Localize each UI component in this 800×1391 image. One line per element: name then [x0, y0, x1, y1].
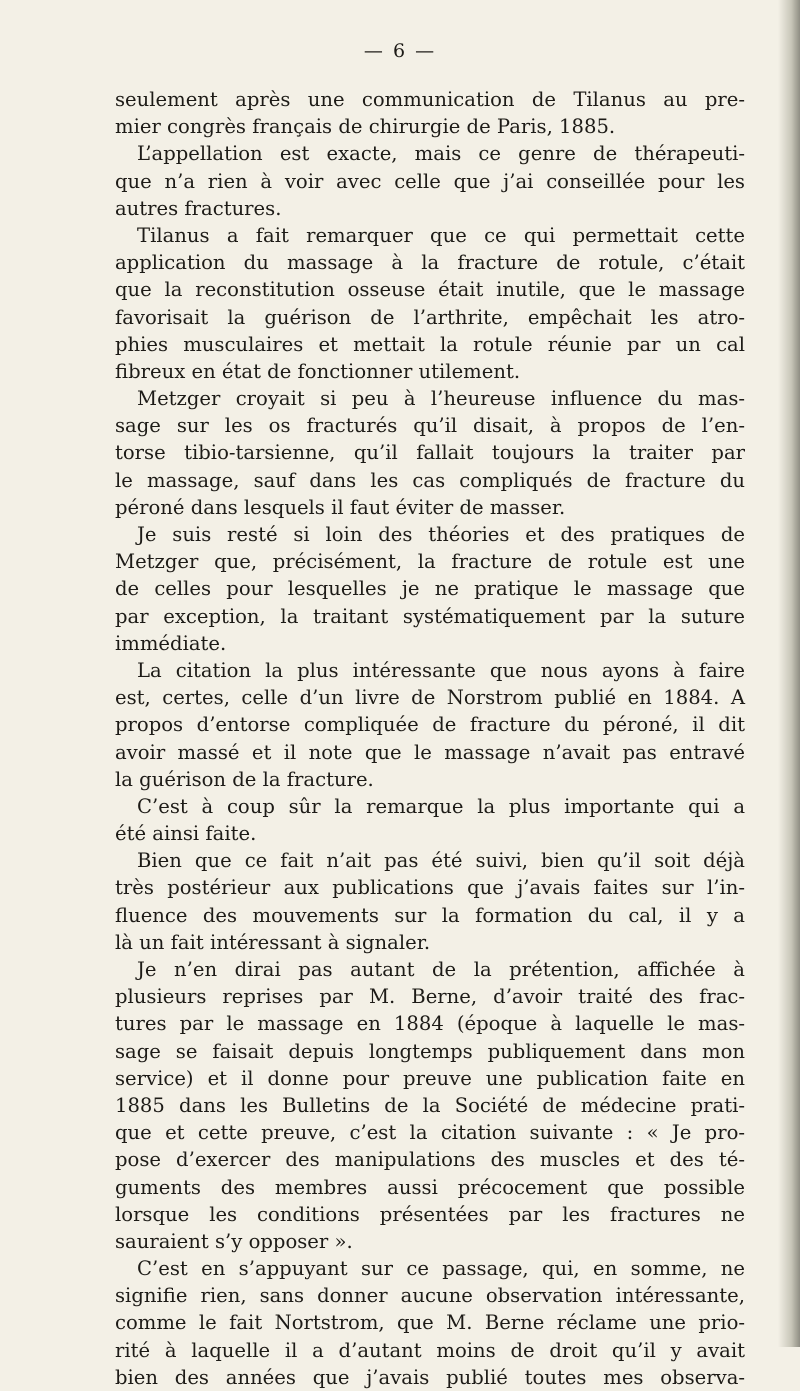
text-line: Je n’en dirai pas autant de la prétention, affichée à — [137, 958, 745, 981]
text-line: La citation la plus intéressante que nous ayons à faire — [137, 658, 745, 682]
text-line: autres fractures. — [115, 196, 282, 220]
text-line: est, certes, celle d’un livre de Norstrom publié en 1884. A — [115, 686, 745, 710]
text-line: signifie rien, sans donner aucune observation intéressante, — [115, 1284, 745, 1308]
text-line: que n’a rien à voir avec celle que j’ai conseillée pour les — [115, 169, 745, 193]
text-line: fibreux en état de fonctionner utilement. — [115, 359, 521, 383]
text-line: immédiate. — [115, 631, 227, 655]
text-line: C’est en s’appuyant sur ce passage, qui, en somme, ne — [137, 1257, 745, 1281]
text-line: favorisait la guérison de l’arthrite, empêchait les atro- — [115, 305, 745, 329]
text-line: Tilanus a fait remarquer que ce qui permettait cette — [137, 223, 745, 247]
text-line: torse tibio-tarsienne, qu’il fallait toujours la traiter par — [115, 441, 745, 465]
text-line: 1885 dans les Bulletins de la Société de médecine prati- — [115, 1093, 745, 1117]
text-line: comme le fait Nortstrom, que M. Berne réclame une prio- — [115, 1311, 745, 1335]
text-line: tures par le massage en 1884 (époque à laquelle le mas- — [115, 1012, 745, 1036]
text-line: C’est à coup sûr la remarque la plus importante qui a — [137, 794, 745, 818]
text-line: par exception, la traitant systématiquement par la suture — [115, 604, 745, 628]
text-line: fluence des mouvements sur la formation du cal, il y a — [115, 903, 745, 927]
text-line: péroné dans lesquels il faut éviter de masser. — [115, 495, 566, 519]
text-line: mier congrès français de chirurgie de Paris, 1885. — [115, 115, 616, 139]
body-text — [115, 86, 745, 1391]
text-line: sauraient s’y opposer ». — [115, 1229, 353, 1253]
text-line: Bien que ce fait n’ait pas été suivi, bien qu’il soit déjà — [137, 849, 745, 873]
text-line: le massage, sauf dans les cas compliqués de fracture du — [115, 468, 745, 492]
text-line: très postérieur aux publications que j’avais faites sur l’in- — [115, 876, 745, 900]
text-line: avoir massé et il note que le massage n’avait pas entravé — [115, 740, 745, 764]
page-number: — 6 — — [363, 40, 437, 62]
text-line: là un fait intéressant à signaler. — [115, 930, 431, 954]
text-line: que et cette preuve, c’est la citation suivante : « Je pro- — [115, 1121, 745, 1145]
text-line: de celles pour lesquelles je ne pratique le massage que — [115, 577, 745, 601]
text-line: service) et il donne pour preuve une publication faite en — [115, 1066, 745, 1090]
text-line: application du massage à la fracture de rotule, c’était — [115, 251, 745, 275]
text-line: Metzger croyait si peu à l’heureuse influence du mas- — [137, 387, 745, 411]
text-line: phies musculaires et mettait la rotule réunie par un cal — [115, 332, 745, 356]
text-line: L’appellation est exacte, mais ce genre de thérapeuti- — [137, 142, 745, 166]
text-line: seulement après une communication de Tilanus au pre- — [115, 88, 745, 111]
text-line: bien des années que j’avais publié toutes mes observa- — [115, 1365, 745, 1389]
text-line: sage sur les os fracturés qu’il disait, à propos de l’en- — [115, 414, 745, 438]
text-line: la guérison de la fracture. — [115, 767, 374, 791]
text-line: Metzger que, précisément, la fracture de rotule est une — [115, 550, 745, 574]
page-edge-shadow — [778, 0, 800, 1347]
text-line: Je suis resté si loin des théories et des pratiques de — [137, 523, 745, 546]
text-line: propos d’entorse compliquée de fracture du péroné, il dit — [115, 713, 745, 737]
text-line: que la reconstitution osseuse était inutile, que le massage — [115, 278, 745, 302]
text-line: été ainsi faite. — [115, 822, 257, 846]
text-line: sage se faisait depuis longtemps publiquement dans mon — [115, 1039, 745, 1063]
text-line: pose d’exercer des manipulations des muscles et des té- — [115, 1148, 745, 1172]
text-line: rité à laquelle il a d’autant moins de droit qu’il y avait — [115, 1338, 745, 1362]
text-line: lorsque les conditions présentées par les fractures ne — [115, 1202, 745, 1226]
text-line: guments des membres aussi précocement que possible — [115, 1175, 745, 1199]
text-line: plusieurs reprises par M. Berne, d’avoir traité des frac- — [115, 985, 745, 1009]
